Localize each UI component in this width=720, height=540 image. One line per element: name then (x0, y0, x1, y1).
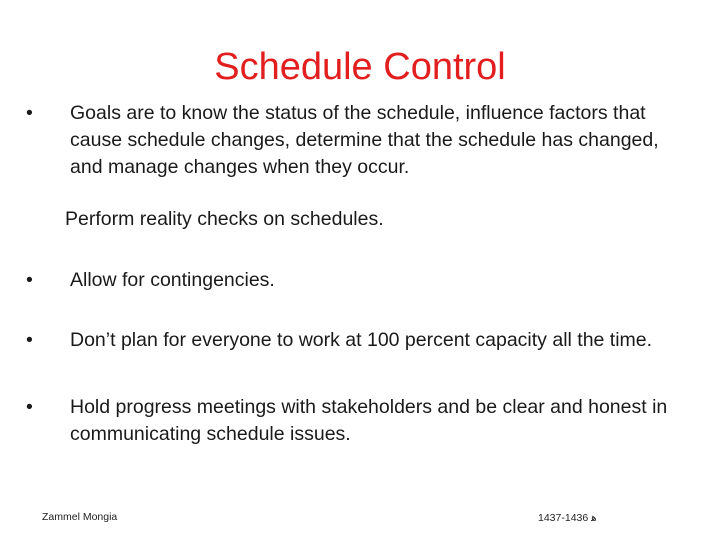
footer-author: Zammel Mongia (42, 511, 118, 523)
plain-text: Perform reality checks on schedules. (65, 208, 384, 230)
bullet-text: Goals are to know the status of the schedule, influence factors that cause schedule changes, determine that the schedule has changed, and manage changes when they occur. (70, 102, 659, 178)
hijri-marker: ﻫ (591, 512, 597, 524)
slide-body (26, 100, 690, 448)
slide-title: Schedule Control (214, 46, 506, 88)
bullet-dot-icon: • (26, 102, 33, 124)
bullet-dot-icon: • (26, 396, 33, 418)
bullet-dot-icon: • (26, 329, 33, 351)
bullet-item (26, 327, 690, 354)
footer-date (538, 512, 597, 524)
bullet-item (26, 100, 690, 181)
bullet-dot-icon: • (26, 269, 33, 291)
plain-item (26, 206, 690, 233)
bullet-item (26, 394, 690, 448)
bullet-item (26, 267, 690, 294)
footer-years: 1436-1437 (538, 512, 589, 524)
bullet-text: Allow for contingencies. (70, 269, 275, 291)
bullet-text: Don’t plan for everyone to work at 100 percent capacity all the time. (70, 329, 653, 351)
bullet-text: Hold progress meetings with stakeholders and be clear and honest in communicating schedule issues. (70, 396, 668, 445)
